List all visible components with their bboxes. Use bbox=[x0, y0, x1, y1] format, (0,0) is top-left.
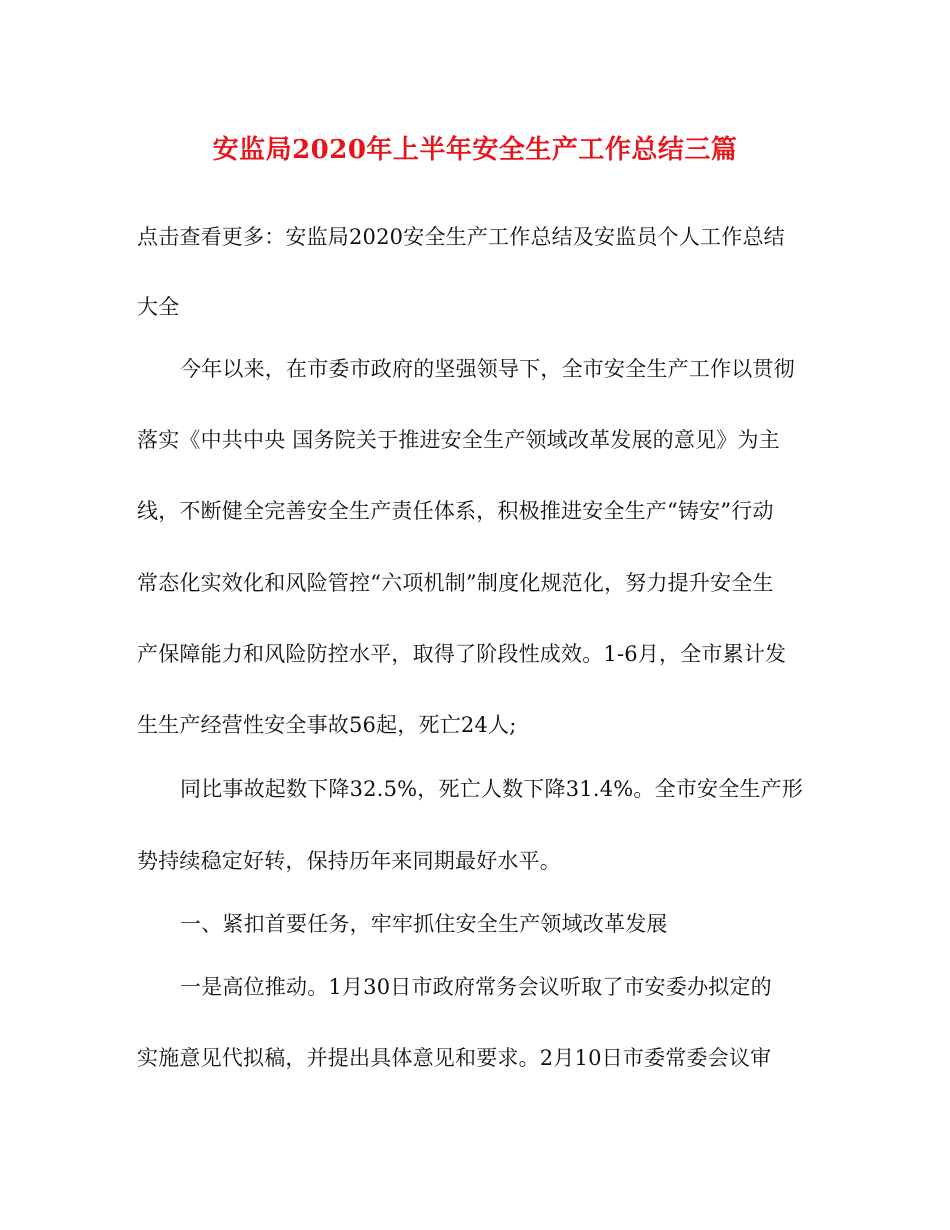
document-title: 安监局2020年上半年安全生产工作总结三篇 bbox=[212, 135, 738, 165]
paragraph-line: 实施意见代拟稿，并提出具体意见和要求。2月10日市委常委会议审 bbox=[137, 1046, 772, 1070]
paragraph-line: 常态化实效化和风险管控“六项机制”制度化规范化，努力提升安全生 bbox=[137, 571, 774, 595]
section-heading: 一、紧扣首要任务，牢牢抓住安全生产领域改革发展 bbox=[180, 912, 668, 936]
paragraph-line: 今年以来，在市委市政府的坚强领导下，全市安全生产工作以贯彻 bbox=[180, 357, 795, 381]
paragraph-line: 生生产经营性安全事故56起，死亡24人; bbox=[137, 713, 517, 737]
paragraph-line: 大全 bbox=[137, 295, 180, 319]
paragraph-line: 落实《中共中央 国务院关于推进安全生产领域改革发展的意见》为主 bbox=[137, 428, 780, 452]
paragraph-line: 线，不断健全完善安全生产责任体系，积极推进安全生产“铸安”行动 bbox=[137, 499, 774, 523]
paragraph-line: 势持续稳定好转，保持历年来同期最好水平。 bbox=[137, 849, 561, 873]
paragraph-line: 同比事故起数下降32.5%，死亡人数下降31.4%。全市安全生产形 bbox=[180, 777, 804, 801]
paragraph-line: 点击查看更多：安监局2020安全生产工作总结及安监员个人工作总结 bbox=[137, 225, 785, 249]
paragraph-line: 一是高位推动。1月30日市政府常务会议听取了市安委办拟定的 bbox=[180, 975, 772, 999]
paragraph-line: 产保障能力和风险防控水平，取得了阶段性成效。1-6月，全市累计发 bbox=[137, 642, 787, 666]
